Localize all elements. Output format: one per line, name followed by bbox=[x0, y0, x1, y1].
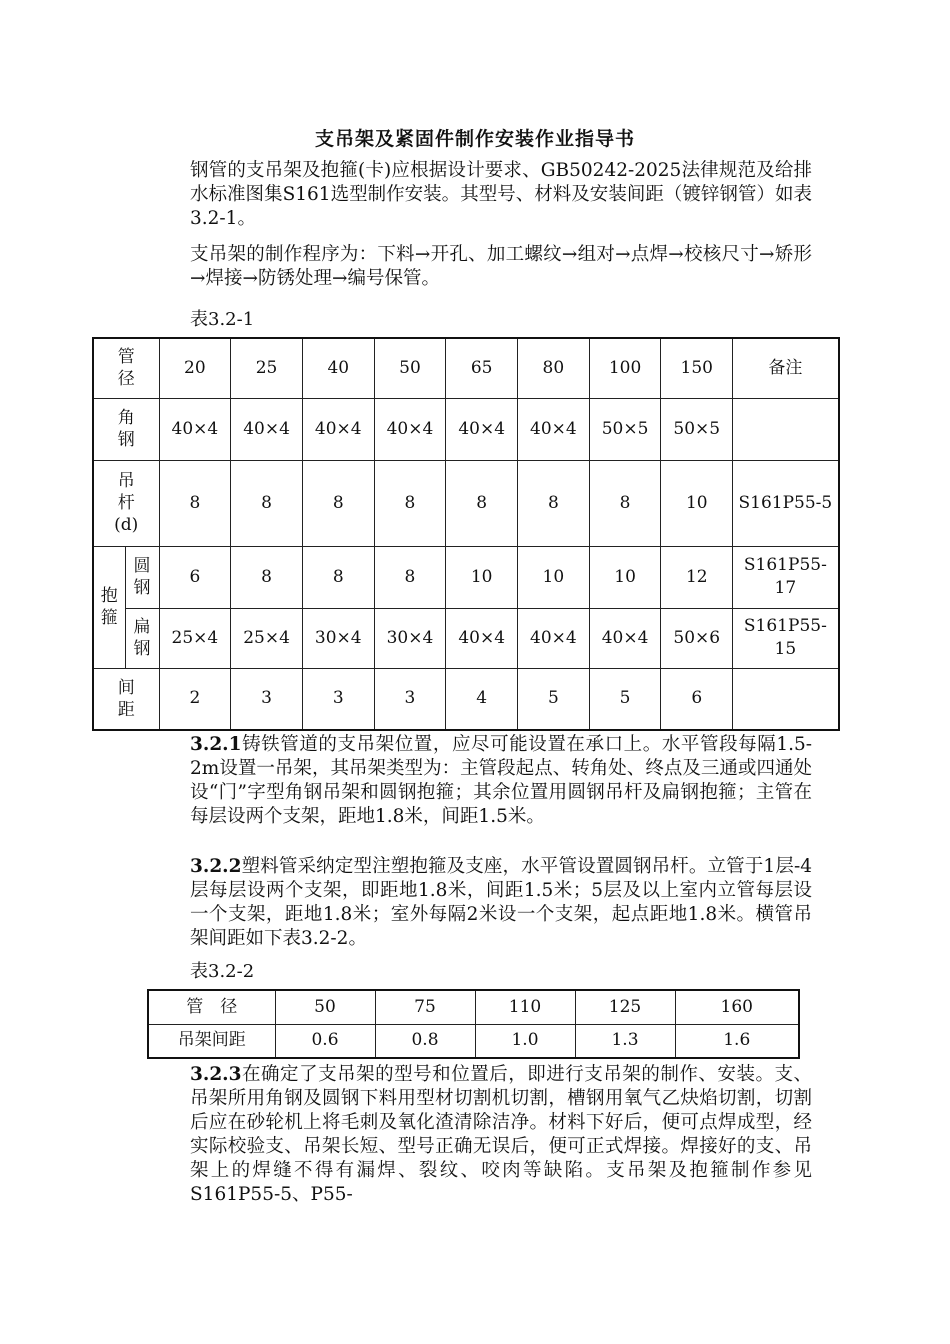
round-cell: 8 bbox=[374, 546, 446, 608]
rod-cell: 8 bbox=[159, 460, 231, 546]
spacing-cell: 6 bbox=[661, 668, 733, 730]
hanger-spacing-label: 吊架间距 bbox=[148, 1024, 275, 1058]
spacing-value: 1.6 bbox=[675, 1024, 799, 1058]
spacing-value: 1.0 bbox=[475, 1024, 575, 1058]
section-text: 在确定了支吊架的型号和位置后，即进行支吊架的制作、安装。支、吊架所用角钢及圆钢下料用型材切割机切割，槽钢用氧气乙炔焰切割，切割后应在砂轮机上将毛刺及氧化渣清除洁净。材料下好后，便可点焊成型，经实际校验支、吊架长短、型号正确无误后，便可正式焊接。焊接好的支、吊架上的焊缝不得有漏焊、裂纹、咬肉等缺陷。支吊架及抱箍制作参见S161P55-5、P55- bbox=[190, 1064, 812, 1205]
size-cell: 50 bbox=[374, 338, 446, 398]
section-number: 3.2.3 bbox=[190, 1064, 242, 1085]
pipe-diameter-header: 管径 bbox=[93, 338, 159, 398]
flat-steel-row bbox=[93, 608, 839, 668]
spacing-value: 1.3 bbox=[575, 1024, 675, 1058]
section-3-2-1 bbox=[144, 733, 812, 829]
angle-cell: 40×4 bbox=[302, 398, 374, 460]
spacing-cell: 3 bbox=[374, 668, 446, 730]
round-remark: S161P55-17 bbox=[733, 546, 839, 608]
angle-cell: 40×4 bbox=[518, 398, 590, 460]
angle-cell: 40×4 bbox=[446, 398, 518, 460]
document-title: 支吊架及紧固件制作安装作业指导书 bbox=[314, 128, 635, 150]
round-cell: 10 bbox=[518, 546, 590, 608]
hanger-spacing-row bbox=[148, 1024, 799, 1058]
size-cell: 65 bbox=[446, 338, 518, 398]
spacing-remark bbox=[733, 668, 839, 730]
remark-header: 备注 bbox=[733, 338, 839, 398]
angle-cell: 40×4 bbox=[159, 398, 231, 460]
round-steel-row bbox=[93, 546, 839, 608]
size-cell: 50 bbox=[275, 990, 375, 1024]
section-text: 铸铁管道的支吊架位置，应尽可能设置在承口上。水平管段每隔1.5-2m设置一吊架，其吊架类型为：主管段起点、转角处、终点及三通或四通处设“门”字型角钢吊架和圆钢抱箍；其余位置用圆钢吊杆及扁钢抱箍；主管在每层设两个支架，距地1.8米，间距1.5米。 bbox=[190, 734, 812, 827]
size-cell: 40 bbox=[302, 338, 374, 398]
flat-cell: 30×4 bbox=[374, 608, 446, 668]
round-cell: 10 bbox=[446, 546, 518, 608]
table1-header-row bbox=[93, 338, 839, 398]
spacing-label: 间距 bbox=[93, 668, 159, 730]
rod-cell: 8 bbox=[231, 460, 303, 546]
flat-cell: 30×4 bbox=[302, 608, 374, 668]
hanger-rod-row bbox=[93, 460, 839, 546]
spacing-cell: 5 bbox=[518, 668, 590, 730]
section-3-2-3 bbox=[144, 1063, 812, 1207]
spacing-cell: 4 bbox=[446, 668, 518, 730]
pipe-support-table bbox=[92, 337, 840, 731]
spacing-cell: 3 bbox=[231, 668, 303, 730]
flat-steel-label: 扁钢 bbox=[125, 608, 159, 668]
flat-cell: 50×6 bbox=[661, 608, 733, 668]
hanger-rod-label: 吊杆(d) bbox=[93, 460, 159, 546]
size-cell: 75 bbox=[375, 990, 475, 1024]
intro-text-2: 支吊架的制作程序为：下料→开孔、加工螺纹→组对→点焊→校核尺寸→矫形→焊接→防锈处理→编号保管。 bbox=[190, 244, 812, 289]
angle-steel-row bbox=[93, 398, 839, 460]
angle-steel-label: 角钢 bbox=[93, 398, 159, 460]
flat-cell: 25×4 bbox=[231, 608, 303, 668]
hanger-spacing-table bbox=[147, 989, 800, 1059]
intro-paragraph-2 bbox=[144, 243, 812, 291]
table1-caption: 表3.2-1 bbox=[190, 309, 255, 330]
rod-cell: 8 bbox=[589, 460, 661, 546]
intro-paragraph-1 bbox=[144, 159, 812, 231]
spacing-row bbox=[93, 668, 839, 730]
rod-cell: 8 bbox=[302, 460, 374, 546]
table2-caption: 表3.2-2 bbox=[190, 961, 255, 982]
section-3-2-2 bbox=[144, 855, 812, 951]
angle-remark bbox=[733, 398, 839, 460]
rod-cell: 8 bbox=[374, 460, 446, 546]
size-cell: 20 bbox=[159, 338, 231, 398]
flat-remark: S161P55-15 bbox=[733, 608, 839, 668]
table2-header-row bbox=[148, 990, 799, 1024]
hoop-label: 抱箍 bbox=[93, 546, 125, 668]
size-cell: 110 bbox=[475, 990, 575, 1024]
section-number: 3.2.2 bbox=[190, 856, 242, 877]
size-cell: 25 bbox=[231, 338, 303, 398]
spacing-cell: 3 bbox=[302, 668, 374, 730]
rod-cell: 8 bbox=[518, 460, 590, 546]
size-cell: 100 bbox=[589, 338, 661, 398]
section-text: 塑料管采纳定型注塑抱箍及支座，水平管设置圆钢吊杆。立管于1层-4层每层设两个支架，即距地1.8米，间距1.5米；5层及以上室内立管每层设一个支架，距地1.8米；室外每隔2米设一个支架，起点距地1.8米。横管吊架间距如下表3.2-2。 bbox=[190, 856, 812, 949]
round-cell: 8 bbox=[231, 546, 303, 608]
flat-cell: 40×4 bbox=[589, 608, 661, 668]
intro-text-1: 钢管的支吊架及抱箍(卡)应根据设计要求、GB50242-2025法律规范及给排水标准图集S161选型制作安装。其型号、材料及安装间距（镀锌钢管）如表3.2-1。 bbox=[190, 160, 812, 229]
round-cell: 12 bbox=[661, 546, 733, 608]
flat-cell: 40×4 bbox=[446, 608, 518, 668]
angle-cell: 40×4 bbox=[374, 398, 446, 460]
flat-cell: 40×4 bbox=[518, 608, 590, 668]
spacing-cell: 5 bbox=[589, 668, 661, 730]
size-cell: 150 bbox=[661, 338, 733, 398]
spacing-cell: 2 bbox=[159, 668, 231, 730]
angle-cell: 50×5 bbox=[589, 398, 661, 460]
round-cell: 6 bbox=[159, 546, 231, 608]
angle-cell: 50×5 bbox=[661, 398, 733, 460]
rod-cell: 8 bbox=[446, 460, 518, 546]
rod-cell: 10 bbox=[661, 460, 733, 546]
round-cell: 8 bbox=[302, 546, 374, 608]
round-cell: 10 bbox=[589, 546, 661, 608]
size-cell: 125 bbox=[575, 990, 675, 1024]
size-cell: 80 bbox=[518, 338, 590, 398]
spacing-value: 0.8 bbox=[375, 1024, 475, 1058]
spacing-value: 0.6 bbox=[275, 1024, 375, 1058]
flat-cell: 25×4 bbox=[159, 608, 231, 668]
size-cell: 160 bbox=[675, 990, 799, 1024]
rod-remark: S161P55-5 bbox=[733, 460, 839, 546]
angle-cell: 40×4 bbox=[231, 398, 303, 460]
section-number: 3.2.1 bbox=[190, 734, 242, 755]
round-steel-label: 圆钢 bbox=[125, 546, 159, 608]
pipe-diameter-header: 管 径 bbox=[148, 990, 275, 1024]
